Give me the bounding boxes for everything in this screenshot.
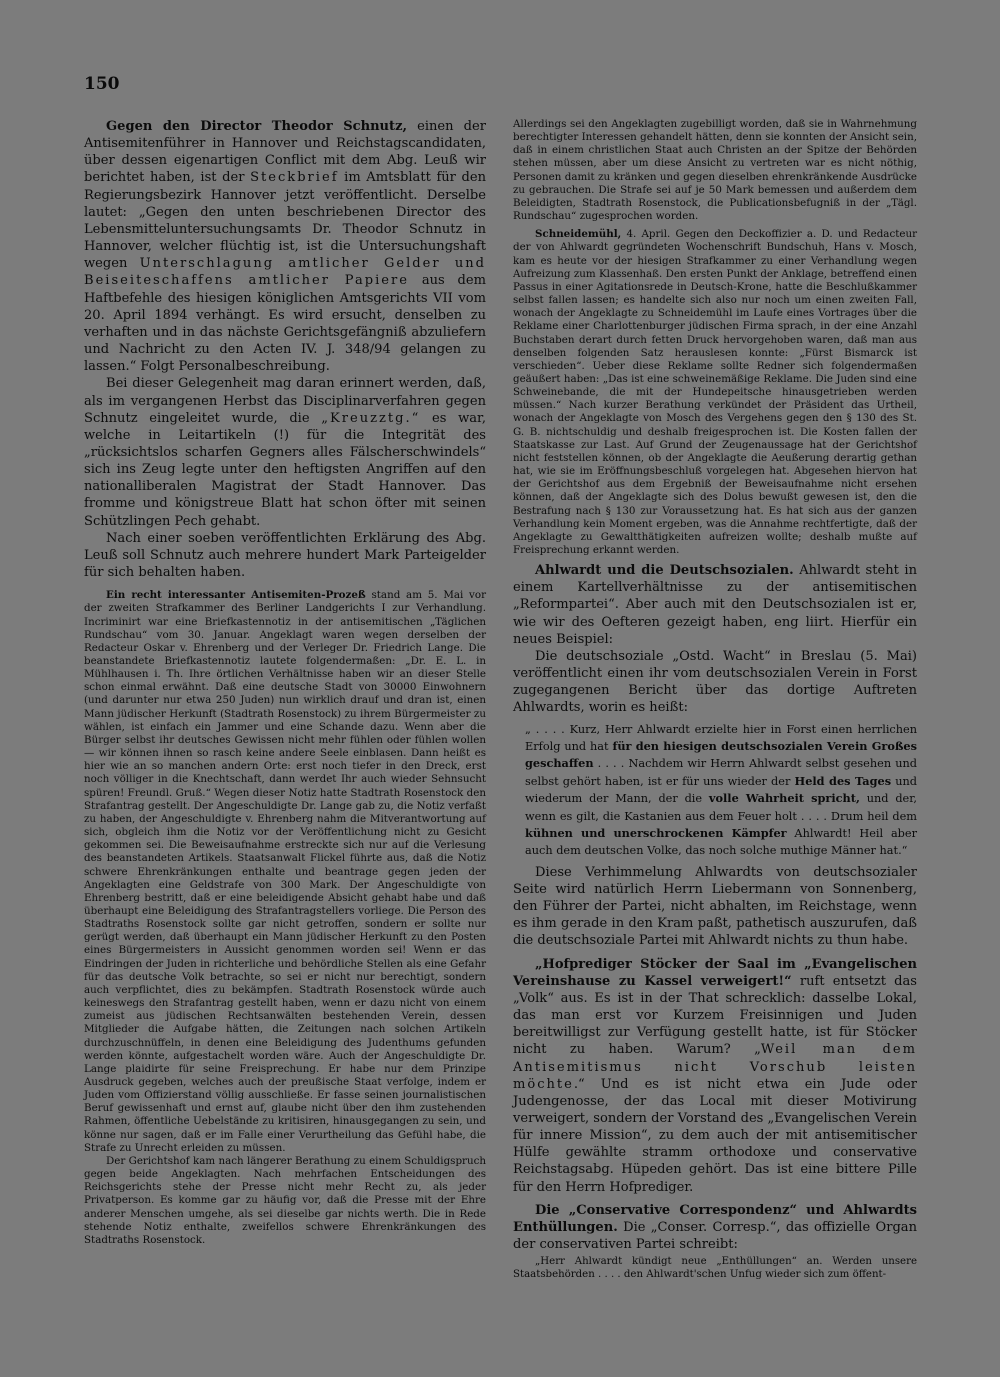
article-schnutz [84,118,486,581]
article-heading: Schneidemühl, [535,228,622,241]
article-ahlwardt-deutschsoziale-end [513,864,917,950]
article-schneidemuehl [513,228,917,557]
article-paragraph: „Hofprediger Stöcker der Saal im „Evangelischen Vereinshause zu Kassel verweigert!“ ruft entsetzt das „Volk“ aus. Es ist in der That schrecklich: dasselbe Lokal, das man erst vor Kurzem Freisinnigen und Juden bereitwilligst zur Verfügung gestellt hatte, ist für Stöcker nicht zu haben. Warum? „Weil man dem Antisemitismus nicht Vorschub leisten möchte.“ Und es ist nicht etwa ein Jude oder Judengenosse, der das Local mit dieser Motivirung verweigert, sondern der Vorstand des „Evangelischen Verein für innere Mission“, zu dem auch der mit antisemitischer Hülfe gewählte stramm orthodoxe und conservative Reichstagsabg. Hüpeden gehört. Das ist eine bittere Pille für den Herrn Hofprediger. [513,956,918,1195]
article-heading: Die „Conservative Correspondenz“ und Ahlwardts Enthüllungen. [513,1202,917,1235]
article-heading: „Hofprediger Stöcker der Saal im „Evangelischen Vereinshause zu Kassel verweigert!“ [513,956,917,989]
article-ahlwardt-deutschsoziale [513,562,917,716]
article-paragraph: Nach einer soeben veröffentlichten Erklärung des Abg. Leuß soll Schnutz auch mehrere hundert Mark Parteigelder für sich behalten haben. [84,530,486,581]
article-paragraph: Die deutschsoziale „Ostd. Wacht“ in Breslau (5. Mai) veröffentlicht einen ihr vom deutschsozialen Verein in Forst zugegangenen Bericht über das dortige Auftreten Ahlwardts, worin es heißt: [513,648,917,716]
article-conservative-correspondenz [513,1202,917,1253]
article-stoecker [513,956,917,1196]
article-paragraph: Diese Verhimmelung Ahlwardts von deutschsozialer Seite wird natürlich Herrn Liebermann von Sonnenberg, den Führer der Partei, nicht abhalten, im Reichstage, wenn es ihm gerade in den Kram paßt, pathetisch auszurufen, daß die deutschsoziale Partei mit Ahlwardt nichts zu thun habe. [513,864,917,949]
article-paragraph: Allerdings sei den Angeklagten zugebilligt worden, daß sie in Wahrnehmung berechtigter Interessen gehandelt hätten, denn sie konnten der Ansicht sein, daß in einem christlichen Staat auch Christen an der Spitze der Behörden stehen müssen, aber um diese Ansicht zu vertreten war es nicht nöthig, Personen damit zu kränken und gegen dieselben ehrenkränkende Ausdrücke zu gebrauchen. Die Strafe sei auf je 50 Mark bemessen und außerdem dem Beleidigten, Stadtrath Rosenstock, die Publicationsbefugniß in der „Tägl. Rundschau“ zugesprochen worden. [513,118,917,223]
article-paragraph: Ahlwardt und die Deutschsozialen. Ahlwardt steht in einem Kartellverhältnisse zu der antisemitischen „Reformpartei“. Aber auch mit den Deutschsozialen ist er, wie wir des Oefteren gezeigt haben, eng liirt. Hierfür ein neues Beispiel: [513,563,917,647]
quote-paragraph: „ . . . . Kurz, Herr Ahlwardt erzielte hier in Forst einen herrlichen Erfolg und hat für den hiesigen deutschsozialen Verein Großes geschaffen . . . . Nachdem wir Herrn Ahlwardt selbst gesehen und selbst gehört haben, ist er für uns wieder der Held des Tages und wiederum der Mann, der die volle Wahrheit spricht, und der, wenn es gilt, die Kastanien aus dem Feuer holt . . . . Drum heil dem kühnen und unerschrockenen Kämpfer Ahlwardt! Heil aber auch dem deutschen Volke, das noch solche muthige Männer hat.“ [525,722,918,858]
article-paragraph: Bei dieser Gelegenheit mag daran erinnert werden, daß, als im vergangenen Herbst das Disciplinarverfahren gegen Schnutz eingeleitet wurde, die „Kreuzztg.“ es war, welche in Leitartikeln (!) für die Integrität des „rücksichtslos scharfen Gegners alles Fälscherschwindels“ sich ins Zeug legte unter den heftigsten Angriffen auf den nationalliberalen Magistrat der Stadt Hannover. Das fromme und königstreue Blatt hat schon öfter mit seinen Schützlingen Pech gehabt. [84,376,486,529]
article-paragraph: Schneidemühl, 4. April. Gegen den Deckoffizier a. D. und Redacteur der von Ahlwardt gegründeten Wochenschrift Bundschuh, Hans v. Mosch, kam es heute vor der hiesigen Strafkammer zu einer Verhandlung wegen Aufreizung zum Klassenhaß. Den ersten Punkt der Anklage, betreffend einen Passus in einer Agitationsrede in Deutsch-Krone, hatte die Beschlußkammer selbst fallen lassen; es handelte sich also nur noch um einen zweiten Fall, wonach der Angeklagte zu Schneidemühl im Laufe eines Vortrages über die Reklame einer Charlottenburger jüdischen Firma sprach, in der eine Anzahl Buchstaben derart durch fetten Druck hervorgehoben waren, daß man aus denselben folgenden Satz herauslesen konnte: „Fürst Bismarck ist verschieden“. Ueber diese Reklame sollte Redner sich folgendermaßen geäußert haben: „Das ist eine schweinemäßige Reklame. Die Juden sind eine Schweinebande, die mit der Hundepeitsche hinausgetrieben werden müssen.“ Nach kurzer Berathung verkündet der Präsident das Urtheil, wonach der Angeklagte von Mosch des Vergehens gegen den § 130 des St. G. B. nichtschuldig und deshalb freigesprochen ist. Die Kosten fallen der Staatskasse zur Last. Auf Grund der Zeugenaussage hat der Gerichtshof nicht feststellen können, ob der Angeklagte die Aeußerung derartig gethan hat, wie sie im Eröffnungsbeschluß vorgelegen hat. Abgesehen hiervon hat der Gerichtshof aus dem Ergebniß der Beweisaufnahme nicht ersehen können, daß der Angeklagte sich des Dolus bewußt gewesen ist, den die Bestrafung nach § 130 zur Voraussetzung hat. Es hat sich aus der ganzen Verhandlung kein Moment ergeben, was die Annahme rechtfertigte, daß der Angeklagte zu Gewaltthätigkeiten aufreizen wollte; deshalb mußte auf Freisprechung erkannt werden. [513,228,917,556]
left-column [84,118,486,1247]
article-paragraph: Die „Conservative Correspondenz“ und Ahlwardts Enthüllungen. Die „Conser. Corresp.“, das offizielle Organ der conservativen Partei schreibt: [513,1202,917,1253]
article-paragraph: Ein recht interessanter Antisemiten-Prozeß stand am 5. Mai vor der zweiten Strafkammer des Berliner Landgerichts I zur Verhandlung. Incriminirt war eine Briefkastennotiz in der antisemitischen „Täglichen Rundschau“ vom 30. Januar. Angeklagt waren wegen derselben der Redacteur Oskar v. Ehrenberg und der Verleger Dr. Friedrich Lange. Die beanstandete Briefkastennotiz lautete folgendermaßen: „Dr. E. L. in Mühlhausen i. Th. Ihre örtlichen Verhältnisse haben wir an dieser Stelle schon einmal erwähnt. Daß eine deutsche Stadt von 30000 Einwohnern (und darunter nur etwa 250 Juden) nun wirklich drauf und dran ist, einen Mann jüdischer Herkunft (Stadtrath Rosenstock) zu ihrem Bürgermeister zu wählen, ist einfach ein Jammer und eine Schande dazu. Wenn aber die Bürger selbst ihr deutsches Gewissen nicht mehr fühlen oder fühlen wollen — wir können ihnen so rasch keine andere Seele einblasen. Dann heißt es hier wie an so manchen andern Orte: erst noch tiefer in den Dreck, erst noch völliger in die Knechtschaft, dann werdet Ihr auch wieder Sehnsucht spüren! Freundl. Gruß.“ Wegen dieser Notiz hatte Stadtrath Rosenstock den Strafantrag gestellt. Der Angeschuldigte Dr. Lange gab zu, die Notiz verfaßt zu haben, der Angeschuldigte v. Ehrenberg nahm die Mitverantwortung auf sich, obgleich ihm die Notiz vor der Veröffentlichung nicht zu Gesicht gekommen sei. Die Beweisaufnahme erstreckte sich nur auf die Verlesung des beanstandeten Artikels. Staatsanwalt Flickel führte aus, daß die Notiz schwere Ehrenkränkungen enthalte und beantrage gegen jeden der Angeklagten eine Geldstrafe von 300 Mark. Der Angeschuldigte von Ehrenberg bestritt, daß er eine beleidigende Absicht gehabt habe und daß überhaupt eine Beleidigung des Strafantragstellers vorliege. Die Person des Stadtraths Rosenstock sollte gar nicht getroffen, sondern er sollte nur gerügt werden, daß überhaupt ein Mann jüdischer Herkunft zu den Posten eines Bürgermeisters in Aussicht genommen worden sei! Wenn er das Eindringen der Juden in richterliche und behördliche Stellen als eine Gefahr für das deutsche Volk betrachte, so sei er nicht nur berechtigt, sondern auch verpflichtet, dies zu bekämpfen. Stadtrath Rosenstock würde auch keineswegs den Strafantrag gestellt haben, wenn er dazu nicht von einem zumeist aus jüdischen Rechtsanwälten bestehenden Verein, dessen Mitglieder die Aufgabe hätten, die Zeitungen nach solchen Artikeln durchzuschnüffeln, in denen eine Beleidigung des Judenthums gefunden werden könnte, aufgestachelt worden wäre. Auch der Angeschuldigte Dr. Lange plaidirte für seine Freisprechung. Er habe nur dem Prinzipe Ausdruck gegeben, welches auch der preußische Staat verfolge, indem er Juden vom Offizierstand völlig ausschließe. Er fasse seinen journalistischen Beruf gewissenhaft und ernst auf, glaube nicht über den ihm zustehenden Rahmen, öffentliche Uebelstände zu kritisiren, hinausgegangen zu sein, und könne nur sagen, daß er im Falle einer Verurtheilung das Gefühl habe, die Strafe zu Unrecht erleiden zu müssen. [84,589,486,1154]
quote-paragraph: „Herr Ahlwardt kündigt neue „Enthüllungen“ an. Werden unsere Staatsbehörden . . . . den Ahlwardt'schen Unfug wieder sich zum öffent- [513,1256,917,1281]
page-number: 150 [84,74,120,94]
article-heading: Ahlwardt und die Deutschsozialen. [535,563,794,579]
quote-block [513,721,917,860]
article-antisemiten-prozess [84,589,486,1247]
quote-block-conservative [513,1255,917,1281]
article-heading: Ein recht interessanter Antisemiten-Prozeß [106,589,366,602]
article-paragraph: Der Gerichtshof kam nach längerer Berathung zu einem Schuldigspruch gegen beide Angeklagten. Nach mehrfachen Entscheidungen des Reichsgerichts stehe der Presse nicht mehr Recht zu, als jeder Privatperson. Es komme gar zu häufig vor, daß die Presse mit der Ehre anderer Menschen umgehe, als sei dieselbe gar nichts werth. Die in Rede stehende Notiz enthalte, zweifellos schwere Ehrenkränkungen des Stadtraths Rosenstock. [84,1154,486,1246]
article-paragraph: Gegen den Director Theodor Schnutz, einen der Antisemitenführer in Hannover und Reichstagscandidaten, über dessen eigenartigen Conflict mit dem Abg. Leuß wir berichtet haben, ist der Steckbrief im Amtsblatt für den Regierungsbezirk Hannover jetzt veröffentlicht. Derselbe lautet: „Gegen den unten beschriebenen Director des Lebensmitteluntersuchungsamts Dr. Theodor Schnutz in Hannover, welcher flüchtig ist, ist die Untersuchungshaft wegen Unterschlagung amtlicher Gelder und Beiseiteschaffens amtlicher Papiere aus dem Haftbefehle des hiesigen königlichen Amtsgerichts VII vom 20. April 1894 verhängt. Es wird ersucht, denselben zu verhaften und in das nächste Gerichtsgefängniß abzuliefern und Nachricht zu den Acten IV. J. 348/94 gelangen zu lassen.“ Folgt Personalbeschreibung. [84,119,486,375]
right-column [513,118,917,1281]
article-antisemiten-prozess-continued [513,118,917,223]
article-heading: Gegen den Director Theodor Schnutz, [106,119,408,134]
